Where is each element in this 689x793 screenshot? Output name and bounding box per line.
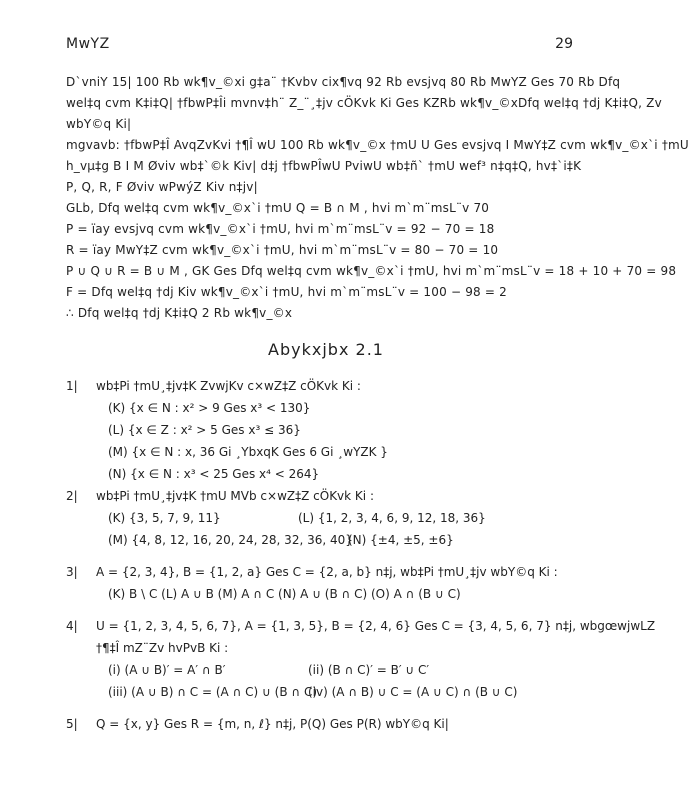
question-text: U = {1, 2, 3, 4, 5, 6, 7}, A = {1, 3, 5}, B = {2, 4, 6} Ges C = {3, 4, 5, 6, 7} n‡j, wbgœwjwLZ (96, 619, 656, 633)
question-item: (N) {±4, ±5, ±6} (348, 533, 454, 547)
question-5 (66, 713, 586, 735)
text-line: h_vµ‡g B I M Øviv wb‡`©k Kiv| d‡j †fbwPÎwU PviwU wb‡ñ` †mU wef³ n‡q‡Q, hv‡`i‡K (66, 159, 582, 173)
question-item-row (66, 507, 586, 529)
page-number: 29 (555, 36, 573, 52)
question-1 (66, 375, 586, 397)
question-item: (K) B \ C (L) A ∪ B (M) A ∩ C (N) A ∪ (B ∩ C) (O) A ∩ (B ∪ C) (108, 587, 461, 601)
text-line: wbY©q Ki| (66, 117, 132, 131)
question-number: 2| (66, 489, 78, 503)
text-line: F = Dfq wel‡q †dj Kiv wk¶v_©x`i †mU, hvi m`m¨msL¨v = 100 − 98 = 2 (66, 285, 508, 299)
text-line: wel‡q cvm K‡i‡Q| †fbwP‡Îi mvnv‡h¨ Z_¨¸‡jv cÖKvk Ki Ges KZRb wk¶v_©xDfq wel‡q †dj K‡i‡Q, Zv (66, 96, 662, 110)
question-item-row (66, 659, 586, 681)
text-line: P ∪ Q ∪ R = B ∪ M , GK Ges Dfq wel‡q cvm wk¶v_©x`i †mU, hvi m`m¨msL¨v = 18 + 10 + 70 = 98 (66, 264, 677, 278)
question-item: (i) (A ∪ B)′ = A′ ∩ B′ (108, 663, 226, 677)
exercise-list (66, 375, 656, 735)
page-header (66, 36, 573, 60)
question-3 (66, 561, 586, 583)
text-line: ∴ Dfq wel‡q †dj K‡i‡Q 2 Rb wk¶v_©x (66, 306, 293, 320)
question-item: (iii) (A ∪ B) ∩ C = (A ∩ C) ∪ (B ∩ C) (108, 685, 318, 699)
question-item: (N) {x ∈ N : x³ < 25 Ges x⁴ < 264} (108, 467, 320, 481)
question-2 (66, 485, 586, 507)
question-number: 1| (66, 379, 78, 393)
header-title: MwYZ (66, 36, 110, 52)
question-item-row (66, 529, 586, 551)
page-content (66, 72, 689, 735)
question-item: (L) {1, 2, 3, 4, 6, 9, 12, 18, 36} (298, 511, 486, 525)
question-text: wb‡Pi †mU¸‡jv‡K ZvwjKv c×wZ‡Z cÖKvk Ki : (96, 379, 361, 393)
question-item: (K) {x ∈ N : x² > 9 Ges x³ < 130} (108, 401, 311, 415)
question-item: (M) {x ∈ N : x, 36 Gi ¸YbxqK Ges 6 Gi ¸wYZK } (108, 445, 388, 459)
question-number: 4| (66, 619, 78, 633)
question-4 (66, 615, 656, 637)
text-line: mgvavb: †fbwP‡Î AvqZvKvi †¶Î wU 100 Rb wk¶v_©x †mU U Ges evsjvq I MwY‡Z cvm wk¶v_©x`i †mU (66, 138, 689, 152)
question-item: (L) {x ∈ Z : x² > 5 Ges x³ ≤ 36} (108, 423, 301, 437)
question-item-row (66, 681, 586, 703)
question-item: (K) {3, 5, 7, 9, 11} (108, 511, 221, 525)
question-number: 3| (66, 565, 78, 579)
text-line: GLb, Dfq wel‡q cvm wk¶v_©x`i †mU Q = B ∩ M , hvi m`m¨msL¨v 70 (66, 201, 490, 215)
exercise-title: Abykxjbx 2.1 (268, 340, 384, 359)
text-line: P, Q, R, F Øviv wPwýZ Kiv n‡jv| (66, 180, 258, 194)
text-line: R = ïay MwY‡Z cvm wk¶v_©x`i †mU, hvi m`m¨msL¨v = 80 − 70 = 10 (66, 243, 499, 257)
question-item: (ii) (B ∩ C)′ = B′ ∪ C′ (308, 663, 430, 677)
text-line: P = ïay evsjvq cvm wk¶v_©x`i †mU, hvi m`m¨msL¨v = 92 − 70 = 18 (66, 222, 495, 236)
question-text: Q = {x, y} Ges R = {m, n, ℓ} n‡j, P(Q) Ges P(R) wbY©q Ki| (96, 717, 449, 731)
question-text: wb‡Pi †mU¸‡jv‡K †mU MVb c×wZ‡Z cÖKvk Ki : (96, 489, 374, 503)
question-text-continued: †¶‡Î mZ¨Zv hvPvB Ki : (96, 641, 229, 655)
question-item: (M) {4, 8, 12, 16, 20, 24, 28, 32, 36, 40} (108, 533, 353, 547)
question-item: (iv) (A ∩ B) ∪ C = (A ∪ C) ∩ (B ∪ C) (308, 685, 518, 699)
question-text: A = {2, 3, 4}, B = {1, 2, a} Ges C = {2, a, b} n‡j, wb‡Pi †mU¸‡jv wbY©q Ki : (96, 565, 558, 579)
question-number: 5| (66, 717, 78, 731)
text-line: D`vniY 15| 100 Rb wk¶v_©xi g‡a¨ †Kvbv cix¶vq 92 Rb evsjvq 80 Rb MwYZ Ges 70 Rb Dfq (66, 75, 621, 89)
example-text (66, 72, 689, 324)
